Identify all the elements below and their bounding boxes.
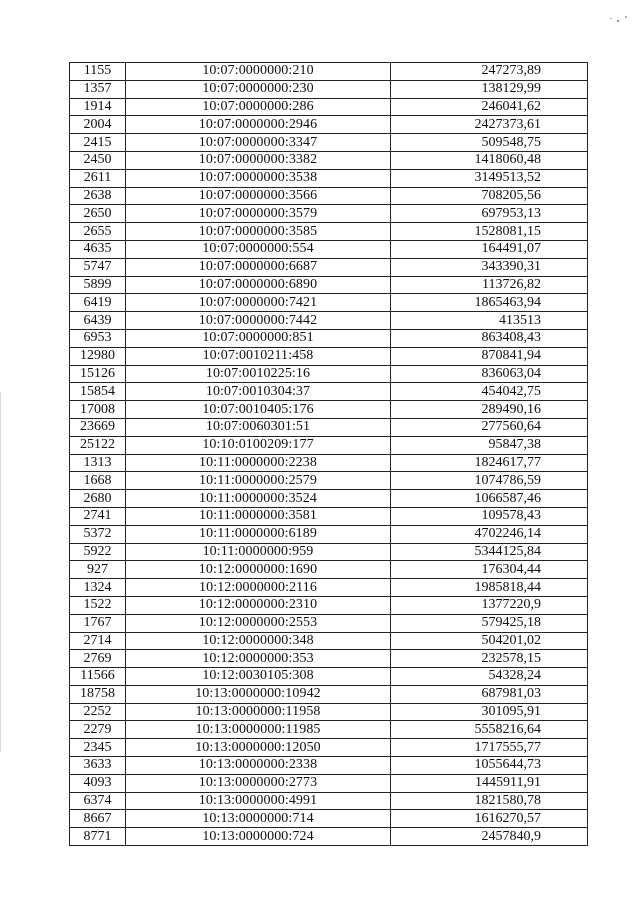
row-number-cell: 17008 bbox=[70, 401, 126, 419]
cadastral-number-cell: 10:11:0000000:2238 bbox=[126, 454, 391, 472]
row-number-cell: 2611 bbox=[70, 169, 126, 187]
scan-edge-line bbox=[0, 392, 1, 752]
cadastral-value-cell: 1445911,91 bbox=[391, 774, 588, 792]
cadastral-number-cell: 10:12:0030105:308 bbox=[126, 668, 391, 686]
cadastral-value-cell: 54328,24 bbox=[391, 668, 588, 686]
cadastral-number-cell: 10:07:0000000:6687 bbox=[126, 258, 391, 276]
cadastral-value-cell: 1717555,77 bbox=[391, 739, 588, 757]
cadastral-number-cell: 10:07:0010405:176 bbox=[126, 401, 391, 419]
row-number-cell: 1522 bbox=[70, 596, 126, 614]
cadastral-number-cell: 10:07:0060301:51 bbox=[126, 418, 391, 436]
cadastral-number-cell: 10:13:0000000:11985 bbox=[126, 721, 391, 739]
table-row bbox=[70, 365, 588, 383]
cadastral-value-cell: 247273,89 bbox=[391, 63, 588, 81]
row-number-cell: 2714 bbox=[70, 632, 126, 650]
cadastral-number-cell: 10:07:0000000:3538 bbox=[126, 169, 391, 187]
cadastral-number-cell: 10:13:0000000:714 bbox=[126, 810, 391, 828]
cadastral-value-cell: 1418060,48 bbox=[391, 151, 588, 169]
table-row bbox=[70, 151, 588, 169]
cadastral-value-cell: 708205,56 bbox=[391, 187, 588, 205]
table-row bbox=[70, 614, 588, 632]
cadastral-value-cell: 95847,38 bbox=[391, 436, 588, 454]
row-number-cell: 1914 bbox=[70, 98, 126, 116]
cadastral-number-cell: 10:07:0000000:3566 bbox=[126, 187, 391, 205]
table-row bbox=[70, 134, 588, 152]
table-row bbox=[70, 98, 588, 116]
table-row bbox=[70, 810, 588, 828]
row-number-cell: 23669 bbox=[70, 418, 126, 436]
cadastral-value-cell: 1074786,59 bbox=[391, 472, 588, 490]
row-number-cell: 15854 bbox=[70, 383, 126, 401]
cadastral-value-cell: 289490,16 bbox=[391, 401, 588, 419]
table-row bbox=[70, 507, 588, 525]
cadastral-value-cell: 343390,31 bbox=[391, 258, 588, 276]
cadastral-value-cell: 1377220,9 bbox=[391, 596, 588, 614]
table-row bbox=[70, 294, 588, 312]
table-row bbox=[70, 668, 588, 686]
cadastral-value-cell: 687981,03 bbox=[391, 685, 588, 703]
table-row bbox=[70, 116, 588, 134]
cadastral-number-cell: 10:07:0000000:6890 bbox=[126, 276, 391, 294]
table-row bbox=[70, 205, 588, 223]
row-number-cell: 2638 bbox=[70, 187, 126, 205]
table-row bbox=[70, 632, 588, 650]
cadastral-number-cell: 10:07:0000000:210 bbox=[126, 63, 391, 81]
table-row bbox=[70, 721, 588, 739]
table-row bbox=[70, 169, 588, 187]
cadastral-value-cell: 2427373,61 bbox=[391, 116, 588, 134]
row-number-cell: 6439 bbox=[70, 312, 126, 330]
cadastral-number-cell: 10:11:0000000:2579 bbox=[126, 472, 391, 490]
table-row bbox=[70, 347, 588, 365]
cadastral-number-cell: 10:07:0000000:230 bbox=[126, 80, 391, 98]
row-number-cell: 1324 bbox=[70, 579, 126, 597]
cadastral-value-cell: 1824617,77 bbox=[391, 454, 588, 472]
table-row bbox=[70, 240, 588, 258]
row-number-cell: 1767 bbox=[70, 614, 126, 632]
table-row bbox=[70, 828, 588, 846]
row-number-cell: 2450 bbox=[70, 151, 126, 169]
cadastral-value-cell: 836063,04 bbox=[391, 365, 588, 383]
cadastral-value-cell: 870841,94 bbox=[391, 347, 588, 365]
cadastral-number-cell: 10:10:0100209:177 bbox=[126, 436, 391, 454]
cadastral-number-cell: 10:07:0000000:7442 bbox=[126, 312, 391, 330]
row-number-cell: 1668 bbox=[70, 472, 126, 490]
cadastral-number-cell: 10:11:0000000:3581 bbox=[126, 507, 391, 525]
cadastral-number-cell: 10:07:0000000:3579 bbox=[126, 205, 391, 223]
cadastral-value-cell: 164491,07 bbox=[391, 240, 588, 258]
cadastral-number-cell: 10:12:0000000:348 bbox=[126, 632, 391, 650]
table-body bbox=[70, 63, 588, 846]
cadastral-number-cell: 10:07:0000000:3585 bbox=[126, 223, 391, 241]
cadastral-number-cell: 10:07:0000000:851 bbox=[126, 329, 391, 347]
row-number-cell: 6953 bbox=[70, 329, 126, 347]
cadastral-number-cell: 10:13:0000000:4991 bbox=[126, 792, 391, 810]
table-row bbox=[70, 401, 588, 419]
table-row bbox=[70, 63, 588, 81]
cadastral-value-cell: 504201,02 bbox=[391, 632, 588, 650]
cadastral-value-cell: 109578,43 bbox=[391, 507, 588, 525]
cadastral-number-cell: 10:11:0000000:959 bbox=[126, 543, 391, 561]
row-number-cell: 5922 bbox=[70, 543, 126, 561]
table-row bbox=[70, 490, 588, 508]
row-number-cell: 5899 bbox=[70, 276, 126, 294]
cadastral-value-cell: 1985818,44 bbox=[391, 579, 588, 597]
table-row bbox=[70, 774, 588, 792]
row-number-cell: 8771 bbox=[70, 828, 126, 846]
table-row bbox=[70, 329, 588, 347]
scan-artifact-marks bbox=[604, 8, 634, 28]
cadastral-value-cell: 1865463,94 bbox=[391, 294, 588, 312]
cadastral-value-cell: 5558216,64 bbox=[391, 721, 588, 739]
row-number-cell: 12980 bbox=[70, 347, 126, 365]
table-row bbox=[70, 436, 588, 454]
cadastral-value-cell: 413513 bbox=[391, 312, 588, 330]
cadastral-number-cell: 10:12:0000000:2553 bbox=[126, 614, 391, 632]
cadastral-number-cell: 10:12:0000000:1690 bbox=[126, 561, 391, 579]
cadastral-number-cell: 10:07:0000000:3382 bbox=[126, 151, 391, 169]
row-number-cell: 15126 bbox=[70, 365, 126, 383]
row-number-cell: 3633 bbox=[70, 757, 126, 775]
row-number-cell: 2680 bbox=[70, 490, 126, 508]
table-row bbox=[70, 561, 588, 579]
cadastral-value-cell: 138129,99 bbox=[391, 80, 588, 98]
row-number-cell: 4635 bbox=[70, 240, 126, 258]
table-row bbox=[70, 792, 588, 810]
row-number-cell: 1155 bbox=[70, 63, 126, 81]
table-row bbox=[70, 383, 588, 401]
row-number-cell: 5747 bbox=[70, 258, 126, 276]
row-number-cell: 18758 bbox=[70, 685, 126, 703]
table-row bbox=[70, 223, 588, 241]
row-number-cell: 6374 bbox=[70, 792, 126, 810]
cadastral-value-cell: 509548,75 bbox=[391, 134, 588, 152]
cadastral-value-cell: 301095,91 bbox=[391, 703, 588, 721]
cadastral-value-cell: 697953,13 bbox=[391, 205, 588, 223]
table-row bbox=[70, 80, 588, 98]
cadastral-value-cell: 1821580,78 bbox=[391, 792, 588, 810]
table-row bbox=[70, 739, 588, 757]
row-number-cell: 4093 bbox=[70, 774, 126, 792]
cadastral-value-cell: 1066587,46 bbox=[391, 490, 588, 508]
cadastral-number-cell: 10:13:0000000:724 bbox=[126, 828, 391, 846]
cadastral-value-cell: 2457840,9 bbox=[391, 828, 588, 846]
cadastral-number-cell: 10:07:0000000:7421 bbox=[126, 294, 391, 312]
cadastral-number-cell: 10:07:0010211:458 bbox=[126, 347, 391, 365]
table-row bbox=[70, 543, 588, 561]
table-row bbox=[70, 454, 588, 472]
row-number-cell: 11566 bbox=[70, 668, 126, 686]
cadastral-value-cell: 1528081,15 bbox=[391, 223, 588, 241]
row-number-cell: 8667 bbox=[70, 810, 126, 828]
cadastral-number-cell: 10:13:0000000:2338 bbox=[126, 757, 391, 775]
row-number-cell: 5372 bbox=[70, 525, 126, 543]
table-row bbox=[70, 312, 588, 330]
cadastral-number-cell: 10:11:0000000:6189 bbox=[126, 525, 391, 543]
row-number-cell: 2655 bbox=[70, 223, 126, 241]
cadastral-number-cell: 10:12:0000000:353 bbox=[126, 650, 391, 668]
row-number-cell: 2345 bbox=[70, 739, 126, 757]
table-row bbox=[70, 525, 588, 543]
row-number-cell: 2650 bbox=[70, 205, 126, 223]
cadastral-value-cell: 5344125,84 bbox=[391, 543, 588, 561]
cadastral-number-cell: 10:07:0010304:37 bbox=[126, 383, 391, 401]
cadastral-number-cell: 10:13:0000000:12050 bbox=[126, 739, 391, 757]
cadastral-number-cell: 10:11:0000000:3524 bbox=[126, 490, 391, 508]
cadastral-value-cell: 1055644,73 bbox=[391, 757, 588, 775]
cadastral-value-cell: 4702246,14 bbox=[391, 525, 588, 543]
cadastral-number-cell: 10:07:0010225:16 bbox=[126, 365, 391, 383]
row-number-cell: 2769 bbox=[70, 650, 126, 668]
cadastral-value-cell: 277560,64 bbox=[391, 418, 588, 436]
cadastral-number-cell: 10:07:0000000:286 bbox=[126, 98, 391, 116]
cadastral-value-cell: 232578,15 bbox=[391, 650, 588, 668]
row-number-cell: 2741 bbox=[70, 507, 126, 525]
row-number-cell: 1313 bbox=[70, 454, 126, 472]
table-row bbox=[70, 685, 588, 703]
table-row bbox=[70, 579, 588, 597]
table-row bbox=[70, 418, 588, 436]
table-row bbox=[70, 187, 588, 205]
row-number-cell: 1357 bbox=[70, 80, 126, 98]
cadastral-value-cell: 3149513,52 bbox=[391, 169, 588, 187]
cadastral-value-cell: 1616270,57 bbox=[391, 810, 588, 828]
row-number-cell: 2415 bbox=[70, 134, 126, 152]
row-number-cell: 927 bbox=[70, 561, 126, 579]
table-row bbox=[70, 258, 588, 276]
table-row bbox=[70, 596, 588, 614]
table-row bbox=[70, 703, 588, 721]
table-row bbox=[70, 757, 588, 775]
cadastral-number-cell: 10:07:0000000:554 bbox=[126, 240, 391, 258]
cadastral-value-table bbox=[69, 62, 588, 846]
cadastral-value-cell: 863408,43 bbox=[391, 329, 588, 347]
cadastral-number-cell: 10:13:0000000:2773 bbox=[126, 774, 391, 792]
cadastral-value-cell: 176304,44 bbox=[391, 561, 588, 579]
row-number-cell: 2252 bbox=[70, 703, 126, 721]
cadastral-value-cell: 579425,18 bbox=[391, 614, 588, 632]
cadastral-number-cell: 10:07:0000000:2946 bbox=[126, 116, 391, 134]
cadastral-value-cell: 454042,75 bbox=[391, 383, 588, 401]
row-number-cell: 2279 bbox=[70, 721, 126, 739]
cadastral-value-cell: 113726,82 bbox=[391, 276, 588, 294]
row-number-cell: 2004 bbox=[70, 116, 126, 134]
cadastral-number-cell: 10:13:0000000:10942 bbox=[126, 685, 391, 703]
cadastral-number-cell: 10:07:0000000:3347 bbox=[126, 134, 391, 152]
cadastral-number-cell: 10:12:0000000:2116 bbox=[126, 579, 391, 597]
table-row bbox=[70, 472, 588, 490]
cadastral-value-cell: 246041,62 bbox=[391, 98, 588, 116]
row-number-cell: 25122 bbox=[70, 436, 126, 454]
table-row bbox=[70, 650, 588, 668]
cadastral-number-cell: 10:13:0000000:11958 bbox=[126, 703, 391, 721]
cadastral-number-cell: 10:12:0000000:2310 bbox=[126, 596, 391, 614]
table-row bbox=[70, 276, 588, 294]
row-number-cell: 6419 bbox=[70, 294, 126, 312]
